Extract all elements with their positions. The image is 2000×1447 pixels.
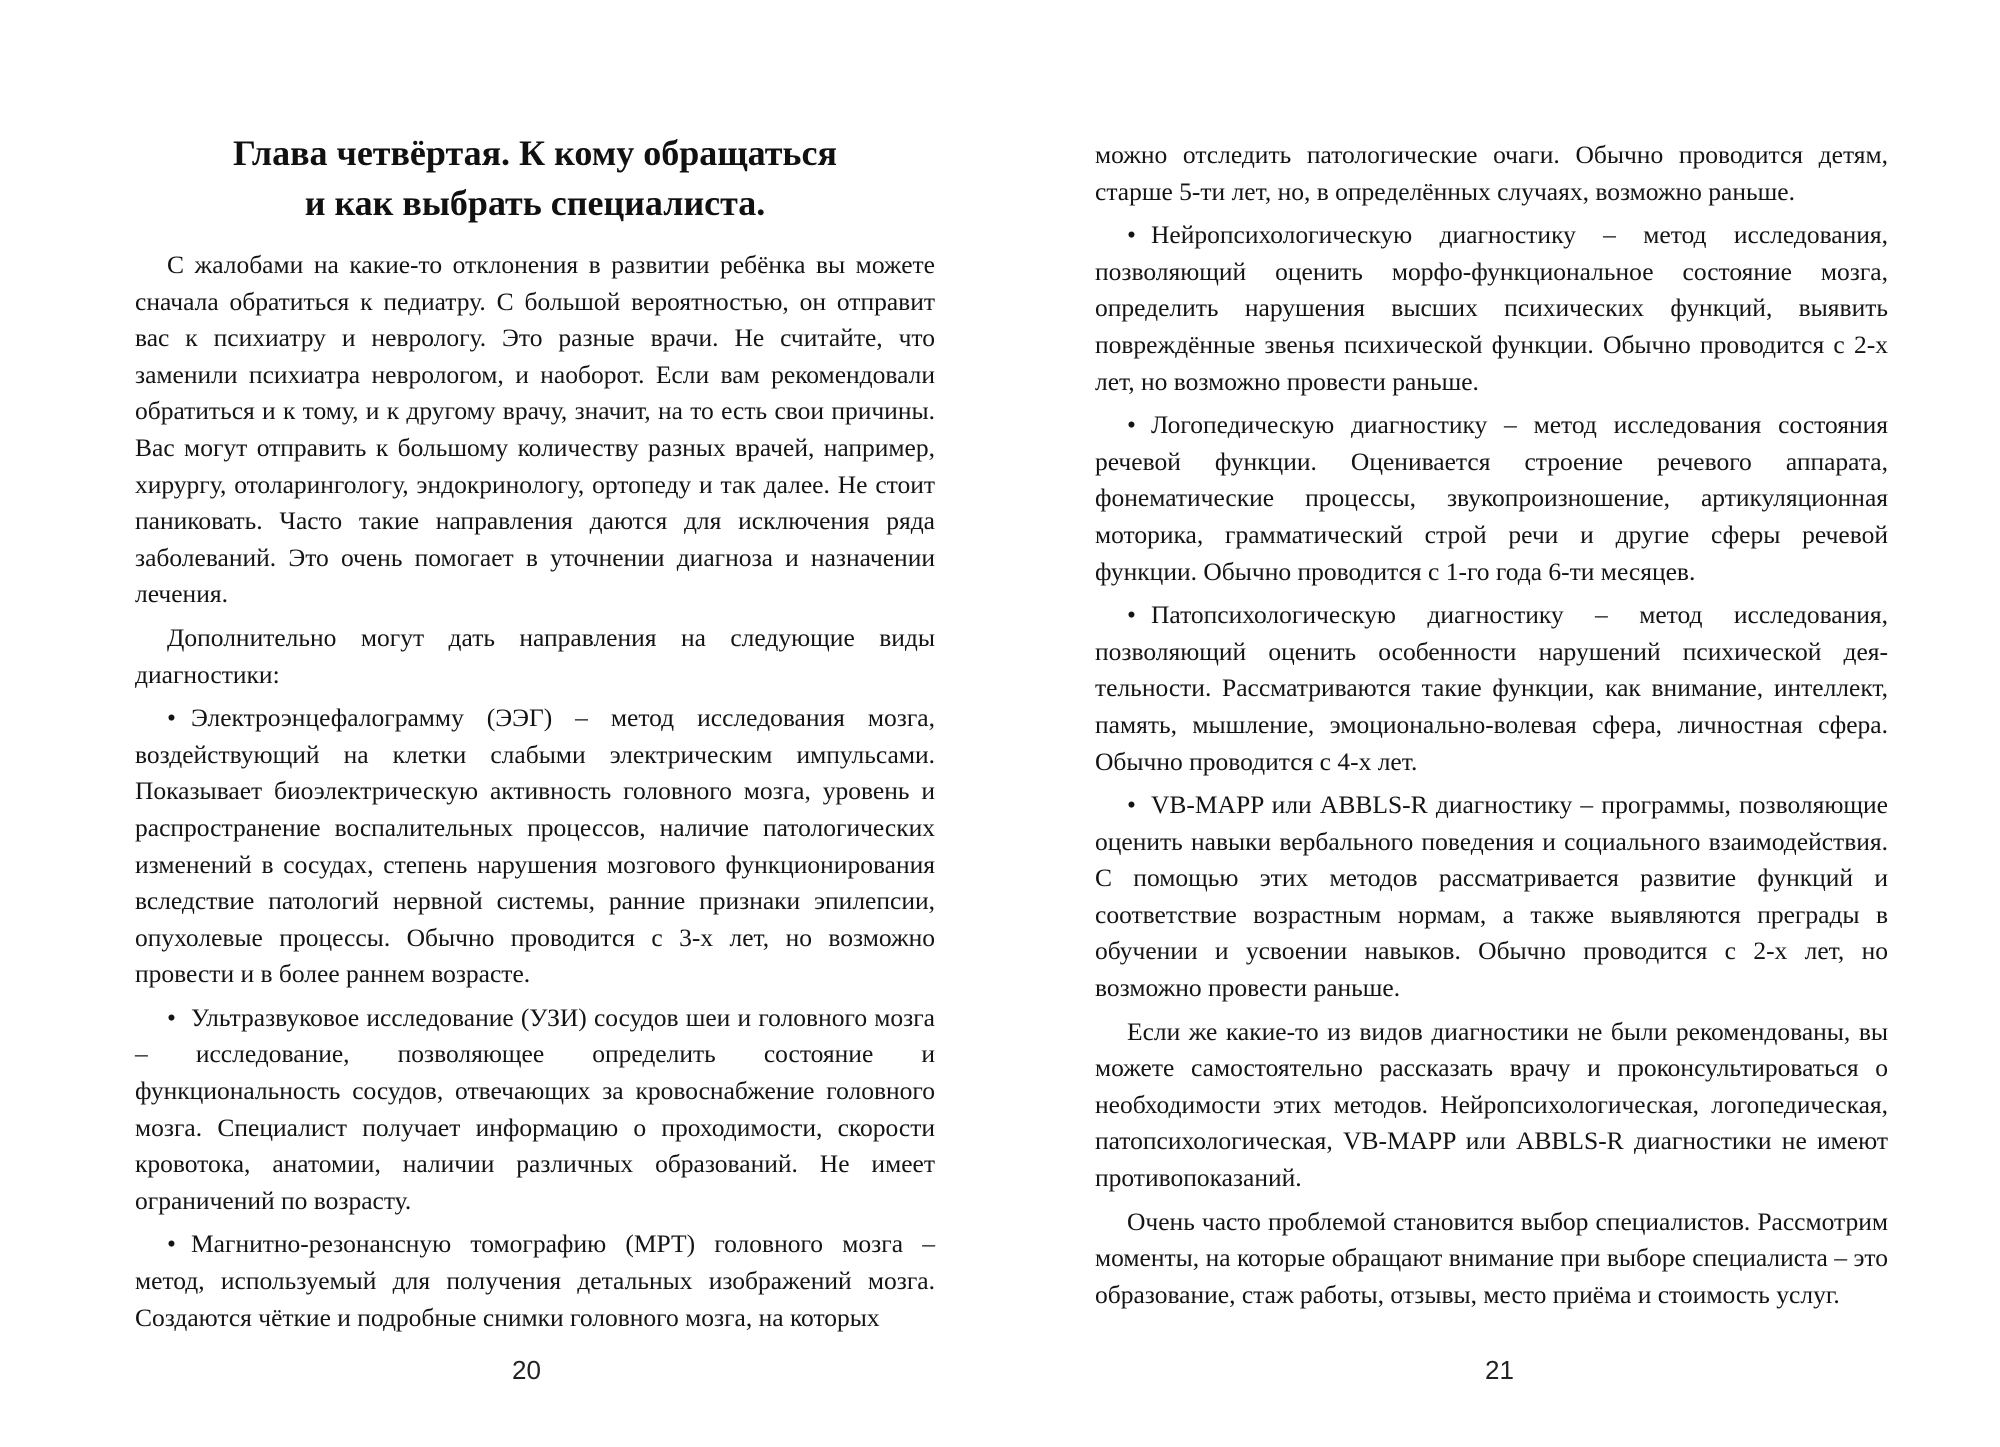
- chapter-title-line-2: и как выбрать специалиста.: [304, 183, 766, 223]
- bullet-icon: •: [167, 1229, 176, 1259]
- paragraph: Очень часто проблемой становится выбор специалистов. Рассмотрим моменты, на которые обращают внимание при выборе специалиста – это образование, стаж работы, отзывы, место приёма и стоимость услуг.: [1095, 1206, 1888, 1309]
- bullet-icon: •: [167, 1002, 176, 1032]
- page-number: 20: [512, 1355, 541, 1385]
- list-item-vb-mapp: • VB-MAPP или ABBLS-R диагностику – программы, позволяющие оценить навыки вербального поведения и социального взаимодействия. С помощью этих методов рассматривается развитие функций и соответствие возрастным нормам, а также выявляются преграды в обучении и усвоении навыков. Обычно проводится с 2-х лет, но возможно провести раньше.: [1095, 787, 1888, 1007]
- paragraph: С жалобами на какие-то отклонения в развитии ребёнка вы можете сначала обратиться к педиатру. С большой вероятностью, он отправит вас к психиатру и неврологу. Это разные врачи. Не считайте, что заменили психиатра неврологом, и наоборот. Если вам рекомендовали обратиться и к тому, и к другому врачу, значит, на то есть свои причины. Вас могут отправить к большому количеству разных врачей, например, хирургу, отоларингологу, эндокринологу, ортопеду и так далее. Не стоит паниковать. Часто такие направления даются для исключения ряда заболеваний. Это очень помогает в уточнении диагноза и назначении лечения.: [135, 250, 935, 609]
- list-item-speech-therapy: • Логопедическую диагностику – метод исследования состояния речевой функции. Оценивается строение речевого аппарата, фонематические процессы, звукопроизношение, артикуляционная моторика, грамматический строй речи и другие сферы речевой функции. Обычно проводится с 1-го года 6-ти месяцев.: [1095, 407, 1888, 590]
- paragraph: Если же какие-то из видов диагностики не были рекомендованы, вы можете самостоятельно рассказать врачу и проконсультироваться о необходимости этих методов. Нейропсихологическая, логопедическая, патопсихологическая, VB-MAPP или ABBLS-R диагностики не имеют противопоказаний.: [1095, 1016, 1888, 1193]
- list-item-neuropsychology: • Нейропсихологическую диагностику – метод исследования, позволяющий оценить морфо-функциональное состояние мозга, определить нарушения высших психических функций, выявить повреждённые звенья психической функции. Обычно проводится с 2-х лет, но возможно провести раньше.: [1095, 217, 1888, 400]
- bullet-icon: •: [1127, 790, 1136, 820]
- right-page: [1000, 0, 2000, 1447]
- paragraph-continued: можно отследить патологические очаги. Обычно проводится детям, старше 5-ти лет, но, в определённых случаях, возможно раньше.: [1095, 140, 1888, 206]
- paragraph: Дополнительно могут дать направления на следующие виды диагностики:: [135, 622, 935, 689]
- list-item-eeg: • Электроэнцефалограмму (ЭЭГ) – метод исследования мозга, воздействующий на клетки слабыми электрическим импульсами. Показывает биоэлектрическую активность головного мозга, уровень и распространение воспалительных процессов, наличие патологических изменений в сосудах, степень нарушения мозгового функционирования вследствие патологий нервной системы, ранние признаки эпилепсии, опухолевые процессы. Обычно проводится с 3-х лет, но возможно провести и в более раннем возрасте.: [135, 700, 935, 993]
- right-page-text: [1095, 137, 1888, 1320]
- chapter-title-line-1: Глава четвёртая. К кому обращаться: [233, 133, 837, 173]
- left-page-text: [135, 247, 935, 1343]
- list-item-ultrasound: • Ультразвуковое исследование (УЗИ) сосудов шеи и головного мозга – исследование, позволяющее определить состояние и функциональность сосудов, отвечающих за кровоснабжение головного мозга. Специалист получает информацию о проходимости, скорости кровотока, анатомии, наличии различных образований. Не имеет ограничений по возрасту.: [135, 1000, 935, 1220]
- list-item-pathopsychology: • Патопсихологическую диагностику – метод исследования, позволяющий оценить особенности нарушений психической деятельности. Рассматриваются такие функции, как внимание, интеллект, память, мышление, эмоционально-волевая сфера, личностная сфера. Обычно проводится с 4-х лет.: [1095, 597, 1888, 780]
- bullet-icon: •: [1127, 600, 1136, 630]
- page-number: 21: [1485, 1355, 1514, 1385]
- bullet-icon: •: [1127, 410, 1136, 440]
- list-item-mri: • Магнитно-резонансную томографию (МРТ) головного мозга – метод, используемый для получения детальных изображений мозга. Создаются чёткие и подробные снимки головного мозга, на которых: [135, 1226, 935, 1336]
- chapter-title: [135, 128, 935, 228]
- bullet-icon: •: [1127, 220, 1136, 250]
- bullet-icon: •: [167, 703, 176, 733]
